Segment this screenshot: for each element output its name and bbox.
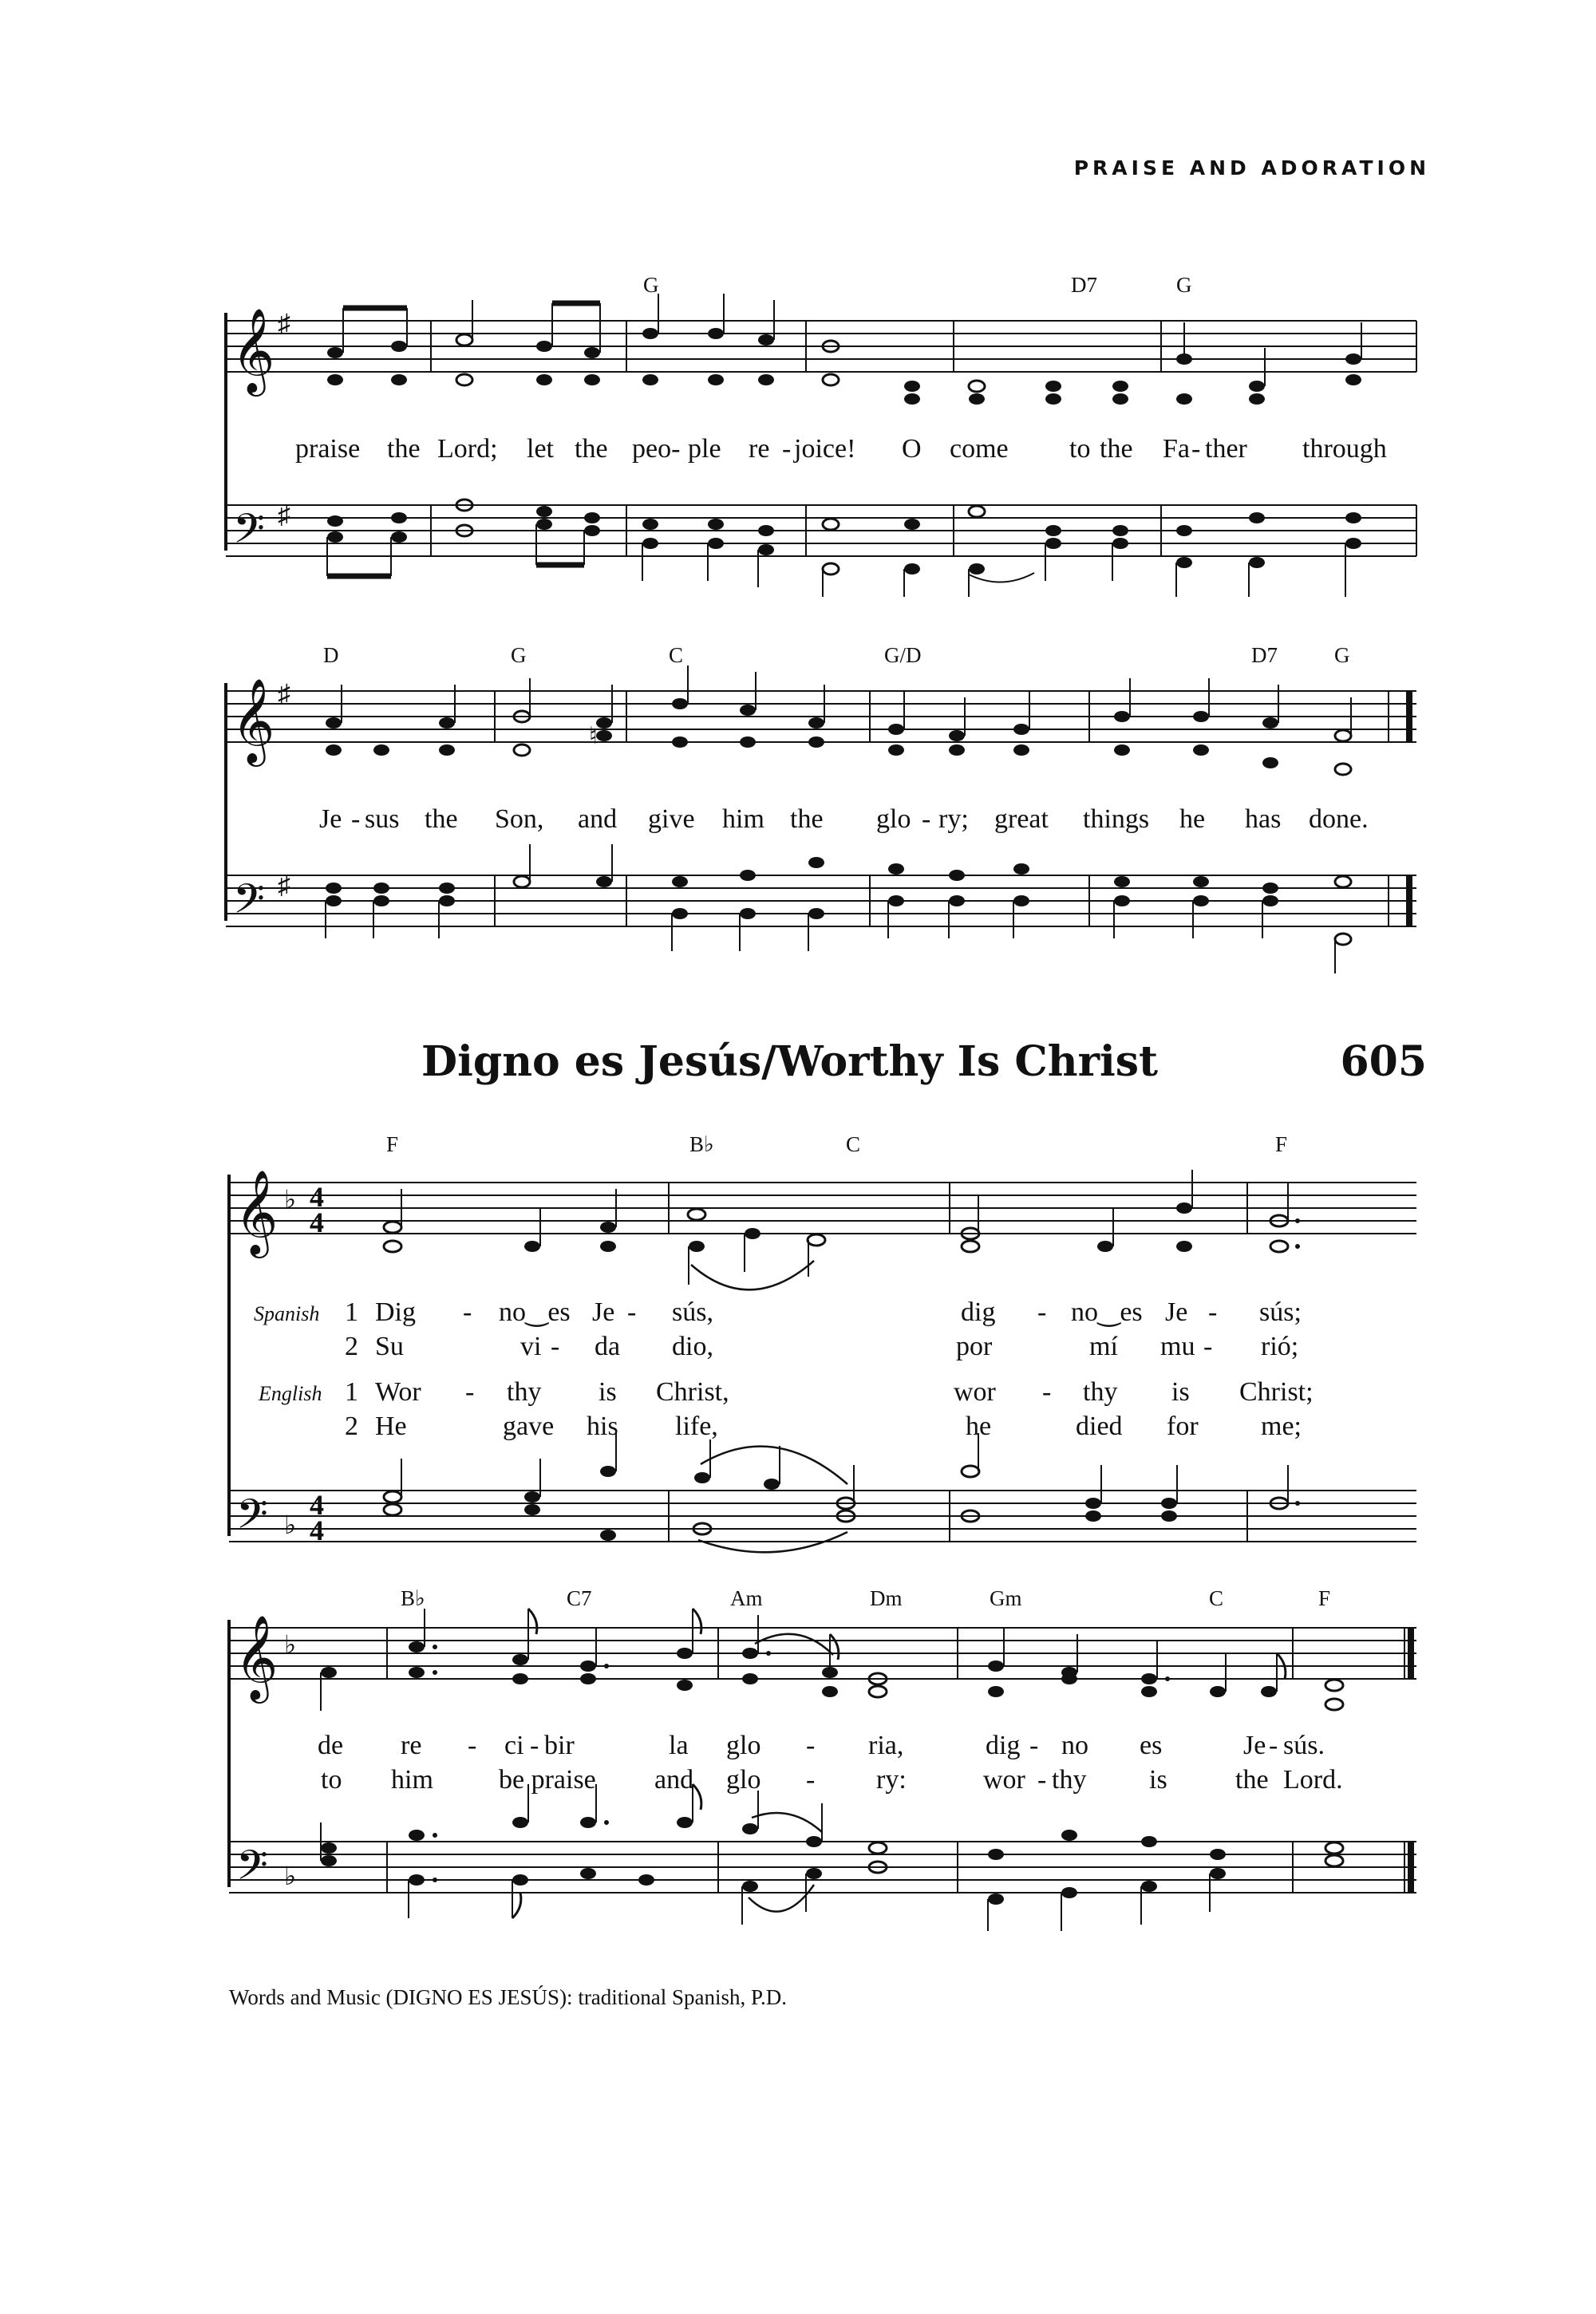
lyric-hyphen: - <box>1208 1297 1218 1327</box>
lyric-syllable: He <box>375 1412 407 1441</box>
hymn-credit: Words and Music (DIGNO ES JESÚS): traditional Spanish, P.D. <box>229 1985 788 2009</box>
lyric-syllable: praise <box>295 434 361 464</box>
chords-system-1 <box>643 273 1192 297</box>
chord-symbol: F <box>386 1132 399 1156</box>
lyric-hyphen: - <box>922 804 931 834</box>
lyric-hyphen: - <box>1269 1731 1278 1760</box>
chords-system-2 <box>323 643 1350 667</box>
chord-symbol: Dm <box>870 1586 903 1610</box>
lyric-syllable: thy <box>1052 1765 1087 1795</box>
lyric-syllable: is <box>598 1377 617 1407</box>
key-flat: ♭ <box>284 1510 297 1539</box>
chord-symbol: D7 <box>1251 643 1278 667</box>
chord-symbol: C <box>669 643 684 667</box>
lyric-syllable: rió; <box>1261 1332 1299 1361</box>
lyric-syllable: glo <box>876 804 911 834</box>
lyric-syllable: ther <box>1205 434 1247 464</box>
lyric-syllable: ple <box>688 434 721 464</box>
chord-symbol: C7 <box>567 1586 592 1610</box>
lyric-hyphen: - <box>627 1297 637 1327</box>
lyrics-system-1 <box>295 434 1387 464</box>
key-sharp: ♯ <box>278 309 290 338</box>
lyric-hyphen: - <box>1042 1377 1052 1407</box>
hymn-number: 605 <box>1340 1037 1427 1086</box>
section-header: PRAISE AND ADORATION <box>1073 156 1430 180</box>
verse-number: 2 <box>345 1332 358 1361</box>
language-label-spanish: Spanish <box>254 1302 320 1325</box>
lyric-syllable: mí <box>1089 1332 1118 1361</box>
svg-text:4: 4 <box>310 1489 324 1521</box>
lyrics-system-2 <box>319 804 1369 834</box>
lyric-syllable: the <box>387 434 421 464</box>
lyric-syllable: no <box>1061 1731 1088 1760</box>
svg-text:4: 4 <box>310 1514 324 1546</box>
ties-system-4 <box>749 1634 833 1912</box>
chord-symbol: D7 <box>1071 273 1097 297</box>
lyric-syllable: no‿es <box>1071 1297 1143 1327</box>
lyric-syllable: Fa <box>1163 434 1190 464</box>
lyrics-system-3-spanish-1 <box>375 1297 1302 1328</box>
lyric-syllable: for <box>1167 1412 1199 1441</box>
lyric-syllable: por <box>956 1332 993 1361</box>
lyric-syllable: life, <box>675 1412 718 1441</box>
lyric-syllable: is <box>1171 1377 1190 1407</box>
lyric-hyphen: - <box>468 1731 477 1760</box>
lyric-syllable: he <box>966 1412 992 1441</box>
lyric-syllable: da <box>595 1332 621 1361</box>
lyric-syllable: the <box>425 804 458 834</box>
lyric-syllable: re <box>749 434 770 464</box>
lyric-syllable: mu <box>1160 1332 1195 1361</box>
lyric-syllable: ry: <box>876 1765 907 1795</box>
lyric-hyphen: - <box>1191 434 1201 464</box>
lyric-syllable: gave <box>503 1412 555 1441</box>
key-flat: ♭ <box>284 1630 297 1659</box>
key-flat: ♭ <box>284 1185 297 1214</box>
lyric-syllable: Wor <box>375 1377 421 1407</box>
lyric-syllable: sús. <box>1283 1731 1325 1760</box>
chord-symbol: G <box>1176 273 1192 297</box>
verse-labels <box>254 1302 322 1405</box>
bass-clef: 𝄢 <box>236 1493 268 1547</box>
lyric-syllable: glo <box>726 1765 761 1795</box>
lyric-syllable: the <box>575 434 608 464</box>
lyric-syllable: come <box>950 434 1009 464</box>
notes-system-4 <box>321 1641 1343 1905</box>
bass-clef: 𝄢 <box>236 1844 268 1898</box>
treble-clef: 𝄞 <box>231 680 275 761</box>
bass-staff-1 <box>226 505 1416 556</box>
lyric-hyphen: - <box>1029 1731 1039 1760</box>
treble-clef: 𝄞 <box>235 1171 279 1253</box>
lyric-hyphen: - <box>1037 1297 1047 1327</box>
lyric-syllable: Je <box>1165 1297 1188 1327</box>
key-flat: ♭ <box>284 1862 297 1890</box>
lyric-syllable: ria, <box>868 1731 904 1760</box>
lyric-syllable: vi <box>520 1332 542 1361</box>
lyric-syllable: him <box>722 804 764 834</box>
verse-numbers <box>345 1297 358 1441</box>
stems-system-4 <box>321 1609 1286 1931</box>
lyric-syllable: Je <box>319 804 342 834</box>
lyric-hyphen: - <box>1203 1332 1213 1361</box>
lyric-syllable: the <box>1100 434 1133 464</box>
treble-clef: 𝄞 <box>231 310 275 391</box>
lyric-syllable: bir <box>544 1731 575 1760</box>
language-label-english: English <box>259 1382 322 1405</box>
bass-staff-3 <box>229 1491 1416 1542</box>
lyric-syllable: Je <box>1243 1731 1266 1760</box>
chord-symbol: B♭ <box>401 1586 425 1610</box>
hymn-title: Digno es Jesús/Worthy Is Christ <box>421 1037 1159 1086</box>
lyric-syllable: through <box>1302 434 1387 464</box>
chord-symbol: G <box>643 273 659 297</box>
lyric-syllable: Su <box>375 1332 404 1361</box>
verse-number: 1 <box>345 1377 358 1407</box>
natural-sign: ♮ <box>589 723 598 749</box>
lyric-hyphen: - <box>465 1377 475 1407</box>
system-3 <box>229 1170 1416 1552</box>
lyric-syllable: wor <box>983 1765 1025 1795</box>
chord-symbol: C <box>1209 1586 1224 1610</box>
lyrics-system-3-english-1 <box>375 1377 1314 1407</box>
lyric-hyphen: - <box>530 1731 539 1760</box>
lyric-syllable: great <box>994 804 1049 834</box>
lyric-hyphen: - <box>1037 1765 1047 1795</box>
lyric-syllable: the <box>790 804 824 834</box>
lyric-syllable: his <box>587 1412 618 1441</box>
lyric-syllable: la <box>669 1731 689 1760</box>
lyric-hyphen: - <box>806 1765 816 1795</box>
lyric-syllable: and <box>654 1765 694 1795</box>
treble-staff-3 <box>229 1183 1416 1234</box>
barlines-4 <box>387 1628 1411 1893</box>
chords-system-4 <box>401 1586 1330 1610</box>
lyric-syllable: thy <box>507 1377 542 1407</box>
chord-symbol: C <box>846 1132 861 1156</box>
lyric-syllable: glo <box>726 1731 761 1760</box>
lyric-syllable: has <box>1245 804 1282 834</box>
chord-symbol: F <box>1318 1586 1331 1610</box>
lyric-syllable: things <box>1083 804 1150 834</box>
lyric-hyphen: - <box>351 804 361 834</box>
lyric-syllable: peo- <box>632 434 681 464</box>
treble-staff-2 <box>226 691 1416 742</box>
lyric-syllable: he <box>1179 804 1206 834</box>
lyric-syllable: to <box>321 1765 342 1795</box>
bass-clef: 𝄢 <box>233 507 265 562</box>
lyric-hyphen: - <box>463 1297 472 1327</box>
lyric-syllable: de <box>318 1731 344 1760</box>
lyric-syllable: me; <box>1261 1412 1302 1441</box>
svg-text:4: 4 <box>310 1181 324 1213</box>
key-sharp: ♯ <box>278 500 290 529</box>
lyric-syllable: es <box>1140 1731 1163 1760</box>
verse-number: 1 <box>345 1297 358 1327</box>
chord-symbol: F <box>1275 1132 1288 1156</box>
lyric-syllable: Dig <box>375 1297 416 1327</box>
chords-system-3 <box>386 1132 1287 1156</box>
svg-text:4: 4 <box>310 1206 324 1238</box>
bass-clef: 𝄢 <box>233 878 265 932</box>
lyric-syllable: ry; <box>938 804 969 834</box>
lyrics-system-4-english <box>321 1765 1343 1795</box>
lyric-hyphen: - <box>782 434 792 464</box>
lyric-syllable: ci <box>504 1731 524 1760</box>
lyrics-system-3-english-2 <box>375 1412 1302 1441</box>
lyric-syllable: sús; <box>1259 1297 1302 1327</box>
lyrics-system-3-spanish-2 <box>375 1332 1298 1361</box>
lyric-syllable: to <box>1069 434 1091 464</box>
chord-symbol: Gm <box>990 1586 1022 1610</box>
lyric-syllable: Je <box>592 1297 615 1327</box>
chord-symbol: G <box>511 643 527 667</box>
lyric-syllable: the <box>1235 1765 1269 1795</box>
lyric-syllable: wor <box>954 1377 996 1407</box>
chord-symbol: D <box>323 643 339 667</box>
lyrics-system-4-spanish <box>318 1731 1325 1760</box>
chord-symbol: G/D <box>884 643 922 667</box>
lyric-syllable: re <box>401 1731 422 1760</box>
lyric-syllable: done. <box>1309 804 1369 834</box>
treble-clef: 𝄞 <box>235 1617 279 1698</box>
lyric-syllable: joice! <box>794 434 856 464</box>
lyric-syllable: sus <box>365 804 400 834</box>
lyric-syllable: O <box>902 434 922 464</box>
lyric-syllable: and <box>578 804 618 834</box>
lyric-syllable: dio, <box>672 1332 713 1361</box>
lyric-syllable: sús, <box>672 1297 713 1327</box>
lyric-syllable: Christ; <box>1239 1377 1314 1407</box>
lyric-syllable: thy <box>1083 1377 1118 1407</box>
time-signature <box>310 1181 324 1546</box>
lyric-syllable: him <box>391 1765 433 1795</box>
key-sharp: ♯ <box>278 679 290 708</box>
lyric-syllable: give <box>648 804 695 834</box>
chord-symbol: B♭ <box>689 1132 714 1156</box>
lyric-syllable: died <box>1076 1412 1123 1441</box>
lyric-syllable: Lord. <box>1283 1765 1343 1795</box>
key-sharp: ♯ <box>278 871 290 899</box>
lyric-hyphen: - <box>551 1332 560 1361</box>
lyric-hyphen: - <box>806 1731 816 1760</box>
verse-number: 2 <box>345 1412 358 1441</box>
lyric-syllable: no‿es <box>499 1297 571 1327</box>
lyric-syllable: dig <box>986 1731 1021 1760</box>
lyric-syllable: dig <box>961 1297 996 1327</box>
chord-symbol: G <box>1334 643 1350 667</box>
lyric-syllable: Son, <box>495 804 544 834</box>
lyric-syllable: Lord; <box>437 434 498 464</box>
lyric-syllable: is <box>1149 1765 1167 1795</box>
bass-staff-4 <box>229 1842 1416 1893</box>
lyric-syllable: be praise <box>499 1765 596 1795</box>
lyric-syllable: let <box>527 434 554 464</box>
lyric-syllable: Christ, <box>656 1377 729 1407</box>
chord-symbol: Am <box>730 1586 763 1610</box>
bass-staff-2 <box>226 875 1416 926</box>
